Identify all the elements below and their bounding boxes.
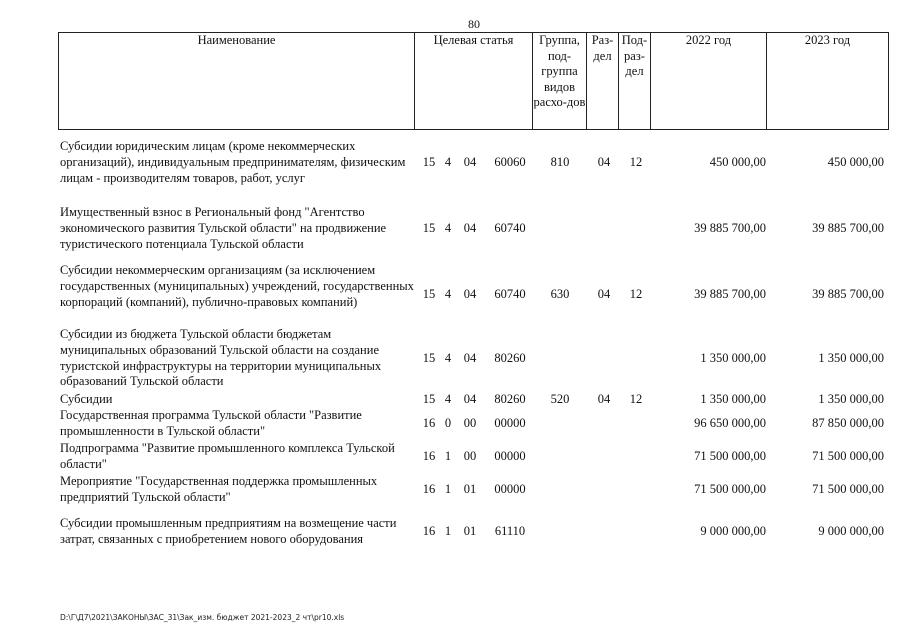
row-subsection: 12 — [629, 392, 643, 406]
row-code-event: 01 — [463, 524, 477, 538]
row-amount-2022: 71 500 000,00 — [694, 482, 766, 496]
row-code-direction: 80260 — [494, 392, 526, 406]
row-expense-group: 630 — [550, 287, 570, 301]
header-2023: 2023 год — [767, 33, 889, 130]
table-header — [58, 32, 889, 130]
header-target-article: Целевая статья — [415, 33, 533, 130]
row-expense-group: 520 — [550, 392, 570, 406]
row-amount-2022: 450 000,00 — [709, 155, 766, 169]
row-code-event: 04 — [463, 351, 477, 365]
row-section: 04 — [597, 287, 611, 301]
row-code-direction: 61110 — [494, 524, 526, 538]
row-code-direction: 00000 — [494, 449, 526, 463]
table-row — [58, 392, 888, 408]
table-row — [58, 139, 888, 187]
row-amount-2023: 71 500 000,00 — [812, 449, 884, 463]
row-amount-2023: 39 885 700,00 — [812, 221, 884, 235]
row-name: Субсидии — [60, 392, 113, 406]
row-code-direction: 60740 — [494, 287, 526, 301]
row-code-event: 00 — [463, 449, 477, 463]
row-code-program: 16 — [422, 482, 436, 496]
file-path-footer: D:\Г\Д7\2021\ЗАКОНЫ\ЗАС_31\Зак_изм. бюджет 2021-2023_2 чт\pr10.xls — [60, 613, 345, 622]
row-amount-2022: 1 350 000,00 — [700, 351, 766, 365]
row-code-program: 15 — [422, 351, 436, 365]
row-name: Субсидии некоммерческим организациям (за исключением государственных (муниципальных) учреждений, государственных корпораций (компаний), публично-правовых компаний) — [60, 263, 414, 309]
row-amount-2022: 71 500 000,00 — [694, 449, 766, 463]
row-name: Субсидии юридическим лицам (кроме некоммерческих организаций), индивидуальным предпринимателям, физическим лицам - производителям товаров, работ, услуг — [60, 139, 406, 185]
row-code-direction: 60060 — [494, 155, 526, 169]
row-code-program: 15 — [422, 392, 436, 406]
row-code-program: 16 — [422, 524, 436, 538]
row-code-program: 15 — [422, 287, 436, 301]
row-expense-group: 810 — [550, 155, 570, 169]
row-name: Мероприятие "Государственная поддержка промышленных предприятий Тульской области" — [60, 474, 378, 504]
row-code-program: 15 — [422, 221, 436, 235]
row-amount-2023: 9 000 000,00 — [818, 524, 884, 538]
row-section: 04 — [597, 155, 611, 169]
row-amount-2023: 39 885 700,00 — [812, 287, 884, 301]
header-expense-group: Группа, под-группа видов расхо-дов — [533, 33, 587, 130]
row-code-direction: 60740 — [494, 221, 526, 235]
row-code-program: 16 — [422, 449, 436, 463]
row-amount-2022: 39 885 700,00 — [694, 287, 766, 301]
table-row — [58, 327, 888, 391]
table-row — [58, 263, 888, 327]
header-section: Раз-дел — [587, 33, 619, 130]
row-code-subprogram: 1 — [444, 524, 452, 538]
row-amount-2022: 1 350 000,00 — [700, 392, 766, 406]
row-amount-2023: 450 000,00 — [827, 155, 884, 169]
table-row — [58, 408, 888, 440]
header-name: Наименование — [59, 33, 415, 130]
row-code-direction: 00000 — [494, 482, 526, 496]
row-code-event: 04 — [463, 221, 477, 235]
row-amount-2022: 9 000 000,00 — [700, 524, 766, 538]
page-number: 80 — [468, 17, 480, 31]
row-code-program: 15 — [422, 155, 436, 169]
row-name: Субсидии из бюджета Тульской области бюджетам муниципальных образований Тульской области на создание туристской инфраструктуры на территории муниципальных образований Тульской области — [60, 327, 382, 389]
row-name: Государственная программа Тульской области "Развитие промышленности в Тульской области" — [60, 408, 362, 438]
row-code-event: 01 — [463, 482, 477, 496]
row-subsection: 12 — [629, 155, 643, 169]
row-section: 04 — [597, 392, 611, 406]
row-subsection: 12 — [629, 287, 643, 301]
row-name: Субсидии промышленным предприятиям на возмещение части затрат, связанных с приобретением нового оборудования — [60, 516, 397, 546]
row-amount-2023: 1 350 000,00 — [818, 351, 884, 365]
header-subsection: Под-раз-дел — [619, 33, 651, 130]
row-amount-2022: 39 885 700,00 — [694, 221, 766, 235]
row-code-subprogram: 1 — [444, 482, 452, 496]
header-2022: 2022 год — [651, 33, 767, 130]
table-row — [58, 441, 888, 473]
table-row — [58, 205, 888, 253]
row-code-subprogram: 4 — [444, 287, 452, 301]
row-code-subprogram: 1 — [444, 449, 452, 463]
table-row — [58, 474, 888, 506]
row-amount-2023: 71 500 000,00 — [812, 482, 884, 496]
row-amount-2023: 1 350 000,00 — [818, 392, 884, 406]
row-code-event: 04 — [463, 392, 477, 406]
row-amount-2023: 87 850 000,00 — [812, 416, 884, 430]
row-code-subprogram: 0 — [444, 416, 452, 430]
row-code-direction: 00000 — [494, 416, 526, 430]
row-code-program: 16 — [422, 416, 436, 430]
row-code-subprogram: 4 — [444, 221, 452, 235]
row-code-subprogram: 4 — [444, 351, 452, 365]
row-amount-2022: 96 650 000,00 — [694, 416, 766, 430]
row-code-event: 00 — [463, 416, 477, 430]
row-code-event: 04 — [463, 287, 477, 301]
row-name: Имущественный взнос в Региональный фонд "Агентство экономического развития Тульской области" на продвижение туристического потенциала Тульской области — [60, 205, 387, 251]
row-code-event: 04 — [463, 155, 477, 169]
row-code-subprogram: 4 — [444, 392, 452, 406]
row-code-direction: 80260 — [494, 351, 526, 365]
row-code-subprogram: 4 — [444, 155, 452, 169]
row-name: Подпрограмма "Развитие промышленного комплекса Тульской области" — [60, 441, 395, 471]
table-row — [58, 516, 888, 548]
